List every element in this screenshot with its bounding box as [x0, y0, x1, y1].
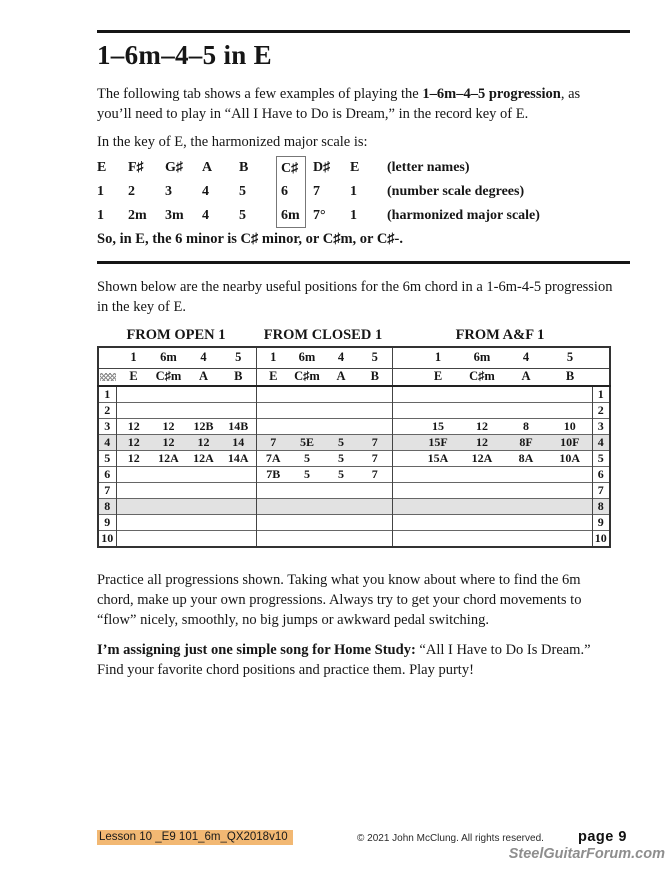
fret-row [98, 435, 610, 451]
fret-value-cell [416, 403, 460, 419]
fret-value-cell [186, 483, 221, 499]
fret-number-cell: 3 [592, 419, 610, 435]
scale-row-label: (letter names) [387, 160, 470, 175]
scale-cell: E [97, 160, 107, 175]
scale-cell: 1 [97, 184, 104, 199]
fret-value-cell [221, 483, 256, 499]
fret-value-cell [358, 419, 392, 435]
fret-table [97, 346, 611, 548]
filler-cell [392, 531, 416, 548]
positions-lead: Shown below are the nearby useful positions for the 6m chord in a 1-6m-4-5 progression in the key of E. [97, 279, 613, 315]
fret-value-cell [460, 403, 504, 419]
fret-value-cell [548, 515, 592, 531]
fret-value-cell [186, 531, 221, 548]
filler-cell [392, 499, 416, 515]
fret-value-cell [256, 531, 290, 548]
fret-number-cell: 6 [98, 467, 116, 483]
fret-value-cell [290, 531, 324, 548]
fret-value-cell [116, 515, 151, 531]
scale-row-label: (harmonized major scale) [387, 208, 540, 223]
title-rule [97, 30, 630, 33]
fret-value-cell [186, 386, 221, 403]
fret-value-cell [256, 419, 290, 435]
scale-cell: 1 [97, 208, 104, 223]
fret-value-cell [460, 515, 504, 531]
fret-value-cell: 5 [304, 467, 310, 481]
fret-value-cell: 12A [158, 451, 179, 465]
filler-cell [392, 368, 416, 386]
fret-value-cell [460, 499, 504, 515]
fret-number-cell: 7 [592, 483, 610, 499]
chord-header-cell: A [336, 369, 346, 384]
fret-value-cell [504, 467, 548, 483]
scale-cell: 4 [202, 208, 209, 223]
fret-value-cell [416, 483, 460, 499]
fret-number-cell: 9 [98, 515, 116, 531]
fret-value-cell [116, 483, 151, 499]
chord-header-cell: E [129, 369, 138, 384]
scale-cell: A [202, 160, 213, 175]
fret-value-cell: 12 [162, 419, 175, 433]
site-name: SteelGuitarForum.com [508, 846, 665, 862]
fret-value-cell: 12 [127, 451, 140, 465]
fret-row [98, 467, 610, 483]
fret-value-cell [324, 499, 358, 515]
fret-value-cell [504, 403, 548, 419]
fret-value-cell [151, 499, 186, 515]
fret-value-cell: 15A [427, 451, 449, 465]
fret-value-cell [358, 531, 392, 548]
filler-cell [392, 483, 416, 499]
fret-value-cell [460, 483, 504, 499]
lesson-tag: Lesson 10 _E9 101_6m_QX2018v10 [97, 830, 293, 845]
fret-value-cell [151, 515, 186, 531]
chord-header-cell: A [198, 369, 209, 384]
fret-row [98, 515, 610, 531]
scale-cell: G♯ [165, 160, 183, 175]
section-rule [97, 261, 630, 264]
fret-value-cell [548, 531, 592, 548]
scale-cell: D♯ [313, 160, 331, 175]
fret-value-cell [256, 386, 290, 403]
fret-value-cell: 15F [416, 435, 460, 451]
fret-value-cell: 7 [371, 467, 378, 481]
chord-header-cell: C♯m [294, 369, 320, 384]
degree-header-cell: 6m [160, 350, 177, 365]
fret-value-cell: 14B [228, 419, 249, 433]
chord-header-cell: B [234, 369, 243, 384]
fret-value-cell [504, 499, 548, 515]
fret-row [98, 483, 610, 499]
fret-value-cell [548, 499, 592, 515]
fret-value-cell [186, 467, 221, 483]
fret-value-cell: 12A [471, 451, 493, 465]
text-segment: “All I Have to Do Is Dream.” Find your favorite chord positions and practice them. Play purty! [97, 642, 591, 678]
fret-value-cell: 12 [116, 435, 151, 451]
corner-cell [592, 347, 610, 368]
fret-number-cell: 10 [98, 531, 116, 548]
scale-row-label: (number scale degrees) [387, 184, 525, 199]
fret-value-cell [256, 403, 290, 419]
fret-number-cell: 7 [98, 483, 116, 499]
copyright-text: © 2021 John McClung. All rights reserved. [357, 833, 544, 844]
fret-value-cell: 8F [504, 435, 548, 451]
fret-value-cell [290, 403, 324, 419]
fret-number-cell: 9 [592, 515, 610, 531]
fret-value-cell [151, 403, 186, 419]
section-title-af: FROM A&F 1 [455, 327, 545, 343]
fret-value-cell [186, 499, 221, 515]
fret-value-cell [290, 483, 324, 499]
fret-value-cell: 12 [476, 419, 488, 433]
fret-value-cell: 8 [523, 419, 529, 433]
fret-value-cell [416, 515, 460, 531]
fret-value-cell [324, 483, 358, 499]
homework-paragraph [97, 640, 617, 680]
fret-value-cell [504, 515, 548, 531]
chord-header-cell: E [433, 369, 443, 384]
fret-value-cell [358, 515, 392, 531]
fret-value-cell: 10F [548, 435, 592, 451]
chord-header-cell: E [256, 368, 290, 386]
fret-value-cell [324, 403, 358, 419]
text-segment: , as you’ll need to play in “All I Have to Do is Dream,” in the record key of E. [97, 86, 581, 122]
fret-value-cell [290, 386, 324, 403]
fret-value-cell [256, 483, 290, 499]
fret-value-cell [358, 499, 392, 515]
fret-value-cell [290, 499, 324, 515]
fret-value-cell [548, 467, 592, 483]
corner-cell [98, 347, 116, 368]
text-segment: 1–6m–4–5 progression [422, 86, 561, 102]
fret-value-cell [221, 499, 256, 515]
fret-row [98, 386, 610, 403]
fret-value-cell [416, 531, 460, 548]
fret-value-cell [548, 386, 592, 403]
fret-value-cell [116, 386, 151, 403]
fret-value-cell [358, 483, 392, 499]
scale-cell: 5 [239, 184, 246, 199]
scale-cell: F♯ [128, 160, 144, 175]
fret-value-cell [186, 403, 221, 419]
fret-value-cell: 7B [256, 467, 290, 483]
fret-number-cell: 10 [592, 531, 610, 548]
degree-header-cell: 1 [256, 347, 290, 368]
fret-value-cell: 5 [324, 435, 358, 451]
fret-value-cell: 12 [460, 435, 504, 451]
fret-value-cell: 10A [559, 451, 581, 465]
fret-value-cell [548, 403, 592, 419]
scale-cell: 6 [276, 180, 306, 204]
fret-row [98, 403, 610, 419]
scale-row [97, 156, 630, 180]
fret-value-cell [221, 531, 256, 548]
scale-cell: C♯ [276, 156, 306, 180]
fret-value-cell: 5 [338, 451, 344, 465]
fret-value-cell [358, 386, 392, 403]
fret-value-cell [116, 499, 151, 515]
nut-cell [98, 368, 116, 386]
fret-value-cell [460, 467, 504, 483]
fret-value-cell [186, 515, 221, 531]
fret-row [98, 499, 610, 515]
fret-value-cell: 5E [290, 435, 324, 451]
scale-grid [97, 156, 630, 228]
scale-lead: In the key of E, the harmonized major scale is: [97, 134, 368, 150]
fret-number-cell: 2 [592, 403, 610, 419]
filler-cell [392, 451, 416, 467]
practice-paragraph: Practice all progressions shown. Taking what you know about where to find the 6m chord, make up your own progressions. Always try to get your chord movements to “flow” nicely, smoothly, no big jumps or awkward pedal switching. [97, 572, 582, 628]
degree-header-cell: 5 [371, 350, 378, 365]
fret-number-cell: 1 [98, 386, 116, 403]
scale-row [97, 180, 630, 204]
degree-header-cell: 6m [298, 350, 316, 365]
filler-cell [392, 515, 416, 531]
fret-table-body [98, 386, 610, 547]
fret-value-cell [221, 467, 256, 483]
fret-value-cell [221, 515, 256, 531]
fret-value-cell [504, 483, 548, 499]
chord-header-cell: C♯m [155, 369, 182, 384]
degree-header-cell: 5 [235, 350, 242, 365]
fret-value-cell [116, 403, 151, 419]
filler-cell [392, 347, 416, 368]
fret-value-cell [324, 419, 358, 435]
filler-cell [392, 403, 416, 419]
fret-row [98, 531, 610, 548]
scale-summary: So, in E, the 6 minor is C♯ minor, or C♯m, or C♯-. [97, 231, 403, 247]
fret-value-cell: 10 [563, 419, 576, 433]
fret-value-cell [416, 499, 460, 515]
fret-value-cell: 12 [186, 435, 221, 451]
fret-value-cell [256, 499, 290, 515]
fret-value-cell [151, 531, 186, 548]
fret-value-cell [256, 515, 290, 531]
scale-cell: 3m [165, 208, 184, 223]
degree-header-cell: 4 [337, 350, 345, 365]
fret-value-cell [290, 419, 324, 435]
scale-row [97, 204, 630, 228]
fret-row [98, 419, 610, 435]
fret-value-cell [416, 386, 460, 403]
fret-value-cell [151, 467, 186, 483]
fret-value-cell [324, 531, 358, 548]
fret-value-cell [290, 515, 324, 531]
scale-cell: E [350, 160, 360, 175]
text-segment: I’m assigning just one simple song for Home Study: [97, 642, 420, 658]
chord-header-cell: A [521, 369, 531, 384]
fret-table-head [98, 347, 610, 386]
fret-value-cell [116, 531, 151, 548]
nut-crosshatch-icon [100, 373, 116, 381]
fret-value-cell: 7A [256, 451, 290, 467]
fret-value-cell [221, 386, 256, 403]
fret-number-cell: 2 [98, 403, 116, 419]
fret-number-cell: 1 [592, 386, 610, 403]
fret-value-cell: 14A [227, 451, 249, 465]
degree-header-cell: 5 [566, 350, 574, 365]
fret-value-cell: 5 [304, 451, 310, 465]
fret-value-cell [504, 531, 548, 548]
corner-cell [592, 368, 610, 386]
fret-value-cell [151, 483, 186, 499]
scale-cell: 1 [350, 184, 357, 199]
degree-header-cell: 4 [522, 350, 530, 365]
fret-value-cell: 7 [371, 451, 378, 465]
degree-header-cell: 1 [130, 350, 137, 365]
fret-number-cell: 6 [592, 467, 610, 483]
page-title: 1–6m–4–5 in E [97, 40, 272, 70]
text-segment: The following tab shows a few examples of playing the [97, 86, 423, 102]
scale-cell: 1 [350, 208, 357, 223]
filler-cell [392, 467, 416, 483]
degree-header-cell: 1 [434, 350, 442, 365]
intro-paragraph [97, 84, 617, 124]
degree-header-cell: 4 [200, 350, 207, 365]
fret-value-cell [324, 386, 358, 403]
fret-value-cell: 7 [358, 435, 392, 451]
fret-value-cell: 15 [432, 419, 444, 433]
filler-cell [392, 419, 416, 435]
fret-value-cell: 8A [518, 451, 534, 465]
fret-value-cell: 14 [221, 435, 256, 451]
fret-value-cell: 12 [127, 419, 140, 433]
fret-value-cell: 12A [193, 451, 214, 465]
section-title-closed: FROM CLOSED 1 [263, 327, 383, 343]
scale-cell: B [239, 160, 249, 175]
fret-value-cell: 7 [256, 435, 290, 451]
section-titles-row [97, 327, 609, 344]
fret-value-cell [151, 386, 186, 403]
scale-cell: 3 [165, 184, 172, 199]
chord-header-cell: B [565, 369, 575, 384]
chord-header-cell: B [370, 369, 379, 384]
fret-value-cell [460, 386, 504, 403]
fret-value-cell [460, 531, 504, 548]
scale-cell: 5 [239, 208, 246, 223]
fret-number-cell: 4 [592, 435, 610, 451]
scale-cell: 4 [202, 184, 209, 199]
fret-value-cell [416, 467, 460, 483]
fret-number-cell: 3 [98, 419, 116, 435]
section-title-open: FROM OPEN 1 [126, 327, 226, 343]
fret-number-cell: 4 [98, 435, 116, 451]
fret-value-cell [504, 386, 548, 403]
fret-value-cell [221, 403, 256, 419]
fret-value-cell [548, 483, 592, 499]
page-number: page 9 [578, 829, 627, 845]
scale-cell: 7 [313, 184, 320, 199]
fret-value-cell [358, 403, 392, 419]
fret-value-cell: 12B [193, 419, 214, 433]
scale-cell: 2 [128, 184, 135, 199]
fret-number-cell: 5 [98, 451, 116, 467]
filler-cell [392, 435, 416, 451]
fret-row [98, 451, 610, 467]
fret-number-cell: 8 [592, 499, 610, 515]
fret-value-cell [116, 467, 151, 483]
fret-value-cell: 12 [151, 435, 186, 451]
fret-number-cell: 8 [98, 499, 116, 515]
fret-value-cell [324, 515, 358, 531]
scale-cell: 7° [313, 208, 326, 223]
filler-cell [392, 386, 416, 403]
scale-cell: 2m [128, 208, 147, 223]
fret-value-cell: 5 [338, 467, 344, 481]
fret-number-cell: 5 [592, 451, 610, 467]
scale-cell: 6m [276, 204, 306, 228]
degree-header-cell: 6m [473, 350, 491, 365]
chord-header-cell: C♯m [469, 369, 495, 384]
